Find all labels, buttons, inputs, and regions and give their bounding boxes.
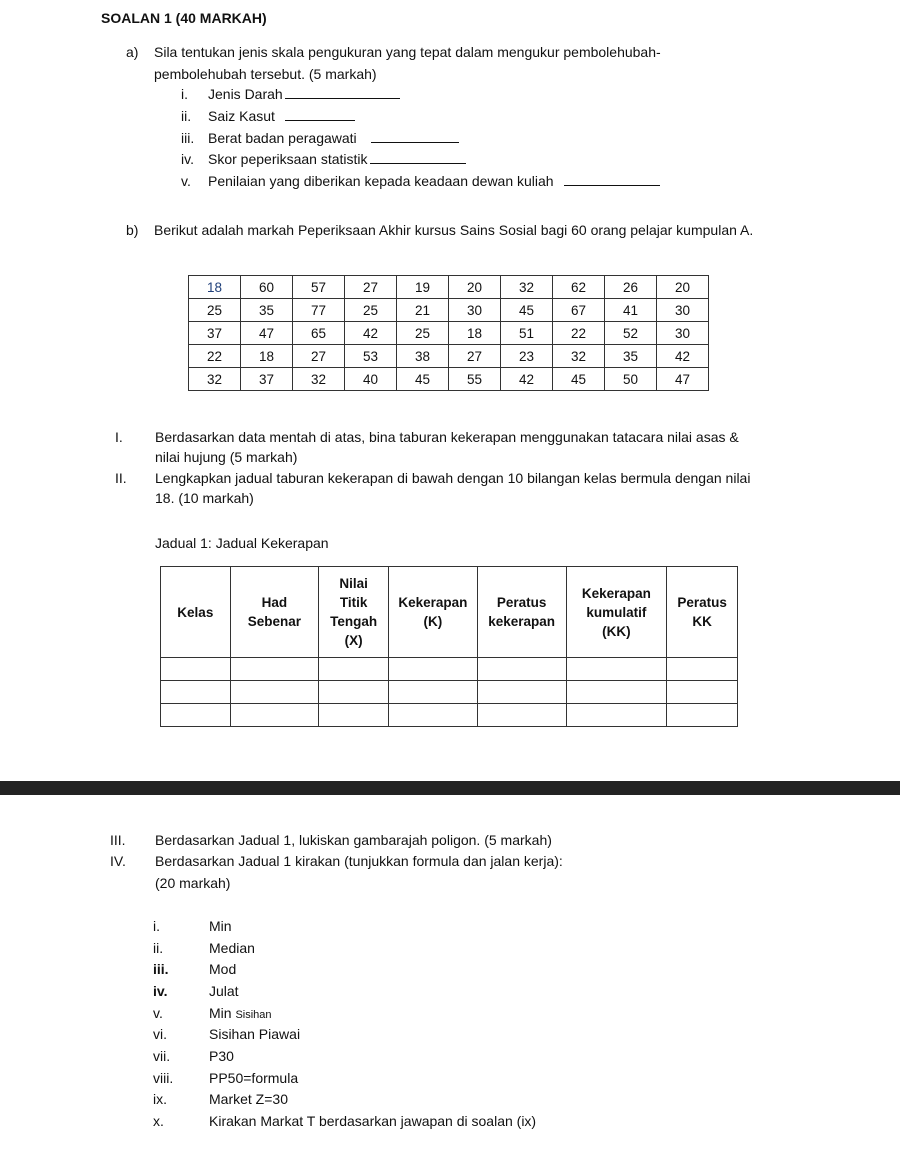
- part-a-instruction-line2: pembolehubah tersebut. (5 markah): [154, 66, 377, 82]
- table-cell[interactable]: [667, 681, 738, 704]
- table-cell: 25: [397, 322, 449, 345]
- table-cell: 32: [293, 368, 345, 391]
- table-cell: 50: [605, 368, 657, 391]
- calc-item-2-num: ii.: [153, 940, 164, 956]
- table-cell: 26: [605, 276, 657, 299]
- table-cell: 60: [241, 276, 293, 299]
- table-cell: 25: [189, 299, 241, 322]
- table-cell: 23: [501, 345, 553, 368]
- question-3-text: Berdasarkan Jadual 1, lukiskan gambarajah poligon. (5 markah): [155, 832, 552, 848]
- table-cell: 19: [397, 276, 449, 299]
- table-row: [161, 704, 738, 727]
- table-cell: 37: [189, 322, 241, 345]
- table-cell: 47: [657, 368, 709, 391]
- table-cell[interactable]: [566, 704, 667, 727]
- calc-item-7-text: P30: [209, 1048, 234, 1064]
- table-cell: 67: [553, 299, 605, 322]
- table-cell: 41: [605, 299, 657, 322]
- question-2-num: II.: [115, 470, 127, 486]
- table-cell[interactable]: [388, 704, 477, 727]
- part-a-item-2: [208, 108, 355, 124]
- question-2-line2: 18. (10 markah): [155, 490, 254, 506]
- table-cell: 32: [501, 276, 553, 299]
- part-a-instruction-line1: Sila tentukan jenis skala pengukuran yang tepat dalam mengukur pembolehubah-: [154, 44, 661, 60]
- table-cell: 53: [345, 345, 397, 368]
- part-a-label: a): [126, 44, 139, 60]
- part-a-item-5-text: Penilaian yang diberikan kepada keadaan dewan kuliah: [208, 173, 554, 189]
- table-cell: 35: [241, 299, 293, 322]
- col-kk-line2: kumulatif: [586, 604, 647, 620]
- col-pkk-line1: Peratus: [677, 595, 727, 610]
- table-cell: 65: [293, 322, 345, 345]
- part-a-item-1-num: i.: [181, 86, 188, 102]
- col-kelas: [161, 567, 231, 658]
- table-cell: 21: [397, 299, 449, 322]
- calc-item-9-num: ix.: [153, 1091, 167, 1107]
- part-b-label: b): [126, 222, 139, 238]
- col-kekerapan-line2: (K): [423, 614, 443, 629]
- table-cell[interactable]: [161, 704, 231, 727]
- calc-item-3-num: iii.: [153, 961, 169, 977]
- col-had-sebenar-line1: Had: [261, 595, 288, 610]
- table-cell: 27: [345, 276, 397, 299]
- calc-item-1-text: Min: [209, 918, 232, 934]
- frequency-table-header-row: [161, 567, 738, 658]
- table-cell: 40: [345, 368, 397, 391]
- table-row: [189, 368, 709, 391]
- col-kk-line3: (KK): [602, 623, 631, 639]
- col-nilai-line2: Titik: [339, 595, 368, 610]
- table-cell: 30: [449, 299, 501, 322]
- part-a-item-3-num: iii.: [181, 130, 195, 146]
- table-cell: 27: [449, 345, 501, 368]
- calc-item-5-text: Min: [209, 1005, 232, 1021]
- calc-item-5-small-text: Sisihan: [235, 1009, 272, 1021]
- table-cell: 62: [553, 276, 605, 299]
- col-kekerapan: [388, 567, 477, 658]
- col-peratus-kk: [667, 567, 738, 658]
- table-cell[interactable]: [161, 658, 231, 681]
- calc-item-6-num: vi.: [153, 1026, 167, 1042]
- table-row: [189, 276, 709, 299]
- calc-item-4-num: iv.: [153, 983, 168, 999]
- col-had-sebenar-line2: Sebenar: [247, 614, 302, 629]
- table-caption: Jadual 1: Jadual Kekerapan: [155, 535, 329, 551]
- part-a-item-1: [208, 86, 400, 102]
- table-cell: 20: [449, 276, 501, 299]
- calc-item-7-num: vii.: [153, 1048, 171, 1064]
- part-a-item-4: [208, 151, 466, 167]
- table-cell: 27: [293, 345, 345, 368]
- col-kekerapan-line1: Kekerapan: [398, 595, 468, 610]
- col-nilai-line1: Nilai: [339, 576, 368, 591]
- part-a-item-4-num: iv.: [181, 151, 194, 167]
- page-title: SOALAN 1 (40 MARKAH): [101, 10, 267, 26]
- table-cell: 77: [293, 299, 345, 322]
- table-row: [189, 322, 709, 345]
- part-a-item-3: [208, 130, 459, 146]
- table-cell: 45: [397, 368, 449, 391]
- table-cell[interactable]: [319, 681, 389, 704]
- raw-marks-table: [188, 275, 709, 391]
- part-a-item-5: [208, 173, 660, 189]
- col-peratus-kekerapan: [477, 567, 566, 658]
- table-cell: 30: [657, 299, 709, 322]
- part-a-item-5-num: v.: [181, 173, 191, 189]
- col-kekerapan-kumulatif: [566, 567, 667, 658]
- table-cell[interactable]: [319, 658, 389, 681]
- col-peratus-line1: Peratus: [496, 595, 547, 610]
- col-nilai-line4: (X): [344, 633, 363, 648]
- table-cell: 22: [189, 345, 241, 368]
- table-cell: 47: [241, 322, 293, 345]
- part-a-item-1-text: Jenis Darah: [208, 86, 283, 102]
- table-cell[interactable]: [477, 658, 566, 681]
- col-nilai-line3: Tengah: [330, 614, 378, 629]
- answer-blank[interactable]: [371, 130, 459, 143]
- table-cell: 25: [345, 299, 397, 322]
- table-cell[interactable]: [230, 658, 319, 681]
- table-cell[interactable]: [477, 681, 566, 704]
- col-peratus-line2: kekerapan: [488, 614, 556, 629]
- answer-blank[interactable]: [285, 86, 400, 99]
- calc-item-2-text: Median: [209, 940, 255, 956]
- table-cell: 45: [501, 299, 553, 322]
- calc-item-3-text: Mod: [209, 961, 237, 977]
- table-cell[interactable]: [388, 658, 477, 681]
- table-cell: 45: [553, 368, 605, 391]
- table-row: [189, 345, 709, 368]
- calc-item-6-text: Sisihan Piawai: [209, 1026, 301, 1042]
- answer-blank[interactable]: [285, 108, 355, 121]
- answer-blank[interactable]: [370, 151, 466, 164]
- table-cell: 20: [657, 276, 709, 299]
- table-cell: 42: [657, 345, 709, 368]
- table-cell: 32: [553, 345, 605, 368]
- table-cell[interactable]: [566, 658, 667, 681]
- table-cell: 22: [553, 322, 605, 345]
- table-row: [161, 658, 738, 681]
- table-cell: 57: [293, 276, 345, 299]
- calc-item-4-text: Julat: [209, 983, 239, 999]
- table-cell: 18: [449, 322, 501, 345]
- frequency-table: [160, 566, 738, 727]
- table-cell: 55: [449, 368, 501, 391]
- question-1-num: I.: [115, 429, 123, 445]
- calc-item-5-num: v.: [153, 1005, 163, 1021]
- question-1-line1: Berdasarkan data mentah di atas, bina taburan kekerapan menggunakan tatacara nilai asas &: [155, 429, 739, 445]
- question-4-line2: (20 markah): [155, 875, 231, 891]
- col-had-sebenar: [230, 567, 319, 658]
- calc-item-10-num: x.: [153, 1113, 164, 1129]
- col-pkk-line2: KK: [692, 614, 712, 629]
- table-cell[interactable]: [230, 681, 319, 704]
- table-cell[interactable]: [319, 704, 389, 727]
- part-a-item-2-num: ii.: [181, 108, 192, 124]
- col-kelas-text: Kelas: [177, 604, 214, 620]
- calc-item-8-num: viii.: [153, 1070, 174, 1086]
- table-cell: 18: [241, 345, 293, 368]
- calc-item-8-text: PP50=formula: [209, 1070, 299, 1086]
- table-cell[interactable]: [477, 704, 566, 727]
- part-a-item-3-text: Berat badan peragawati: [208, 130, 357, 146]
- table-cell: 52: [605, 322, 657, 345]
- table-cell[interactable]: [566, 681, 667, 704]
- table-cell[interactable]: [667, 704, 738, 727]
- col-nilai-titik-tengah: [319, 567, 389, 658]
- part-b-instruction: Berikut adalah markah Peperiksaan Akhir kursus Sains Sosial bagi 60 orang pelajar kumpulan A.: [154, 222, 754, 238]
- part-a-item-4-text: Skor peperiksaan statistik: [208, 151, 368, 167]
- calc-item-5: [209, 1005, 272, 1021]
- table-cell[interactable]: [388, 681, 477, 704]
- table-row: [161, 681, 738, 704]
- page-divider: [0, 781, 900, 795]
- table-cell: 51: [501, 322, 553, 345]
- question-3-num: III.: [110, 832, 126, 848]
- table-cell: 42: [501, 368, 553, 391]
- table-cell[interactable]: [230, 704, 319, 727]
- part-a-item-2-text: Saiz Kasut: [208, 108, 275, 124]
- table-cell: 37: [241, 368, 293, 391]
- table-cell[interactable]: [161, 681, 231, 704]
- table-cell: 35: [605, 345, 657, 368]
- table-cell[interactable]: [667, 658, 738, 681]
- calc-item-10-text: Kirakan Markat T berdasarkan jawapan di soalan (ix): [209, 1113, 537, 1129]
- table-cell: 18: [189, 276, 241, 299]
- table-cell: 32: [189, 368, 241, 391]
- col-kk-line1: Kekerapan: [581, 585, 651, 601]
- question-1-line2: nilai hujung (5 markah): [155, 449, 298, 465]
- question-2-line1: Lengkapkan jadual taburan kekerapan di bawah dengan 10 bilangan kelas bermula dengan nilai: [155, 470, 751, 486]
- table-cell: 42: [345, 322, 397, 345]
- answer-blank[interactable]: [564, 173, 660, 186]
- calc-item-1-num: i.: [153, 918, 160, 934]
- question-4-line1: Berdasarkan Jadual 1 kirakan (tunjukkan formula dan jalan kerja):: [155, 853, 563, 869]
- table-row: [189, 299, 709, 322]
- table-cell: 38: [397, 345, 449, 368]
- table-cell: 30: [657, 322, 709, 345]
- calc-item-9-text: Market Z=30: [209, 1091, 288, 1107]
- question-4-num: IV.: [110, 853, 126, 869]
